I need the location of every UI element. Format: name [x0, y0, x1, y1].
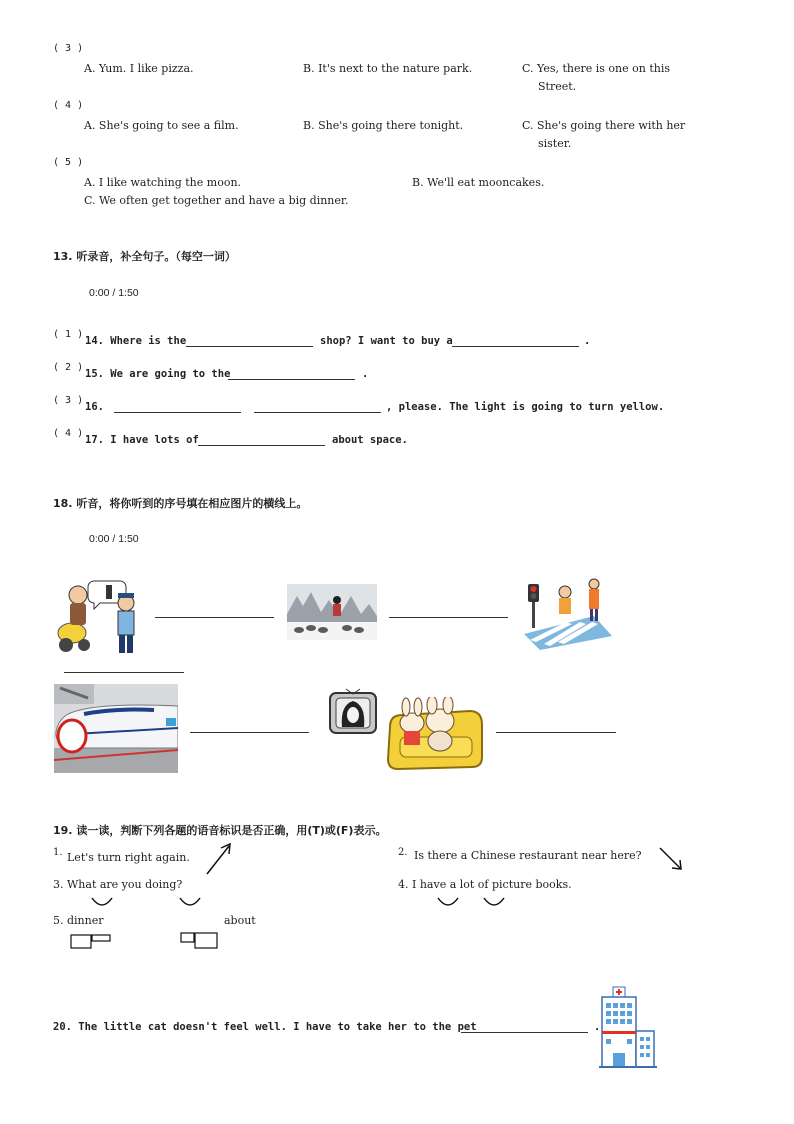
q13-title: 13. 听录音，补全句子。（每空一词）: [53, 250, 236, 263]
answer-blank[interactable]: [190, 732, 309, 733]
item-number: 1.: [53, 847, 63, 858]
item-number: ( 3 ): [53, 395, 84, 406]
liaison-mark-icon: [178, 896, 202, 910]
item-number: ( 1 ): [53, 329, 84, 340]
q20-sentence: 20. The little cat doesn't feel well. I have to take her to the pet: [53, 1021, 477, 1033]
sentence-part: 14. Where is the: [85, 335, 187, 347]
option-c: C. She's going there with her: [522, 119, 686, 132]
q19-sentence-5: 5. dinner: [53, 914, 104, 927]
answer-blank[interactable]: [496, 732, 616, 733]
falling-intonation-arrow-icon: [658, 845, 684, 871]
liaison-mark-icon: [436, 896, 460, 910]
rising-intonation-arrow-icon: [204, 842, 234, 876]
item-number: 2.: [398, 847, 408, 858]
option-c: C. We often get together and have a big dinner.: [84, 194, 349, 207]
traffic-light-crossing-picture: [520, 578, 614, 650]
scary-tv-movie-picture: [328, 687, 378, 737]
option-a: A. I like watching the moon.: [84, 176, 242, 189]
item-number: ( 3 ): [53, 43, 84, 54]
option-a: A. She's going to see a film.: [84, 119, 239, 132]
sentence-end: .: [584, 335, 591, 347]
sentence-end: .: [594, 1021, 601, 1033]
item-number: ( 2 ): [53, 362, 84, 373]
option-b: B. It's next to the nature park.: [303, 62, 473, 75]
option-c: C. Yes, there is one on this: [522, 62, 670, 75]
policeman-scooter-picture: [54, 573, 146, 655]
option-b: B. She's going there tonight.: [303, 119, 464, 132]
answer-blank[interactable]: [114, 412, 241, 413]
item-number: ( 4 ): [53, 100, 84, 111]
sentence-part: shop? I want to buy a: [320, 335, 453, 347]
q19-sentence-4: 4. I have a lot of picture books.: [398, 878, 572, 891]
q19-sentence-2: Is there a Chinese restaurant near here?: [414, 849, 642, 862]
sentence-part: 16.: [85, 401, 104, 413]
bunnies-on-sofa-picture: [384, 697, 485, 773]
answer-blank[interactable]: [389, 617, 508, 618]
option-c-cont: sister.: [538, 137, 572, 150]
answer-blank[interactable]: [64, 672, 184, 673]
answer-blank[interactable]: [452, 346, 579, 347]
bullet-train-picture: [54, 684, 178, 773]
audio-timer[interactable]: 0:00 / 1:50: [89, 287, 139, 299]
option-a: A. Yum. I like pizza.: [84, 62, 194, 75]
stress-boxes-icon: [70, 932, 114, 950]
q18-title: 18. 听音，将你听到的序号填在相应图片的横线上。: [53, 497, 308, 510]
item-number: ( 4 ): [53, 428, 84, 439]
q19-sentence-5-word-2: about: [224, 914, 256, 927]
liaison-mark-icon: [482, 896, 506, 910]
option-b: B. We'll eat mooncakes.: [412, 176, 545, 189]
sentence-part: 17. I have lots of: [85, 434, 199, 446]
stress-boxes-icon: [180, 930, 220, 950]
sentence-end: .: [362, 368, 369, 380]
option-c-cont: Street.: [538, 80, 577, 93]
liaison-mark-icon: [90, 896, 114, 910]
sentence-end: about space.: [332, 434, 408, 446]
item-number: ( 5 ): [53, 157, 84, 168]
answer-blank[interactable]: [461, 1032, 588, 1033]
answer-blank[interactable]: [155, 617, 274, 618]
audio-timer[interactable]: 0:00 / 1:50: [89, 533, 139, 545]
dog-sled-picture: [287, 584, 377, 640]
answer-blank[interactable]: [186, 346, 313, 347]
answer-blank[interactable]: [254, 412, 381, 413]
q19-title: 19. 读一读，判断下列各题的语音标识是否正确，用(T)或(F)表示。: [53, 824, 387, 837]
q19-sentence-3: 3. What are you doing?: [53, 878, 183, 891]
q19-sentence-1: Let's turn right again.: [67, 851, 190, 864]
sentence-end: , please. The light is going to turn yellow.: [386, 401, 665, 413]
hospital-icon: [599, 985, 657, 1069]
answer-blank[interactable]: [198, 445, 325, 446]
sentence-part: 15. We are going to the: [85, 368, 231, 380]
answer-blank[interactable]: [228, 379, 355, 380]
